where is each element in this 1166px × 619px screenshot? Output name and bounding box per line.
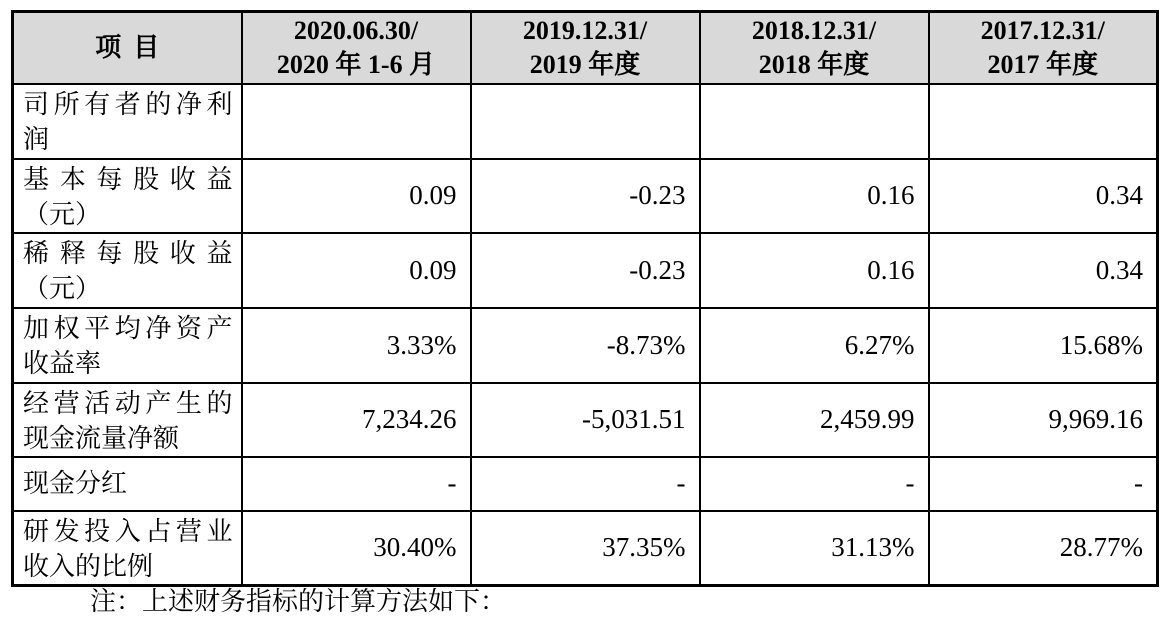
row-label-line1: 司所有者的净利: [23, 89, 233, 119]
row-label-line1: 稀释每股收益: [23, 238, 233, 268]
header-period-line2: 2020 年 1-6 月: [276, 49, 436, 79]
value-cell: 31.13%: [700, 511, 929, 586]
row-label: [13, 511, 242, 586]
header-period-line1: 2017.12.31/: [980, 15, 1105, 45]
header-period-line1: 2019.12.31/: [522, 15, 648, 45]
value-cell: 7,234.26: [242, 383, 471, 457]
value-cell: 37.35%: [471, 511, 700, 586]
table-row-weighted-avg-roe: [13, 308, 1158, 383]
value-cell: -: [471, 457, 700, 511]
row-label-line1: 基本每股收益: [23, 164, 233, 194]
row-label-line1: 加权平均净资产: [23, 313, 233, 343]
header-cell-2017: [929, 12, 1158, 84]
row-label-line1: 现金分红: [23, 469, 128, 498]
row-label: [13, 457, 242, 511]
value-cell: [700, 84, 929, 159]
row-label-line2: 润: [23, 124, 50, 154]
table-row-rd-revenue-ratio: [13, 511, 1158, 586]
row-label: [13, 308, 242, 383]
header-period-line2: 2018 年度: [758, 49, 870, 79]
value-cell: 0.34: [929, 159, 1158, 233]
header-period-line1: 2020.06.30/: [293, 15, 419, 45]
table-header-row: [13, 12, 1158, 84]
value-cell: 15.68%: [929, 308, 1158, 383]
value-cell: [242, 84, 471, 159]
note-partial-clipped: 注：上述财务指标的计算方法如下：: [90, 587, 507, 616]
row-label-line2: 收益率: [23, 348, 102, 378]
value-cell: -5,031.51: [471, 383, 700, 457]
table-row-cash-dividend: [13, 457, 1158, 511]
header-period-line2: 2019 年度: [529, 49, 641, 79]
value-cell: 0.09: [242, 233, 471, 308]
header-item-label: 项目: [95, 32, 172, 62]
header-cell-2018: [700, 12, 929, 84]
value-cell: 3.33%: [242, 308, 471, 383]
table-row-diluted-eps: [13, 233, 1158, 308]
value-cell: 6.27%: [700, 308, 929, 383]
value-cell: -0.23: [471, 233, 700, 308]
header-cell-2019: [471, 12, 700, 84]
value-cell: 0.16: [700, 159, 929, 233]
row-label-line1: 研发投入占营业: [23, 516, 233, 546]
value-cell: 0.09: [242, 159, 471, 233]
row-label: [13, 159, 242, 233]
row-label: [13, 383, 242, 457]
value-cell: -: [700, 457, 929, 511]
row-label: [13, 233, 242, 308]
value-cell: -0.23: [471, 159, 700, 233]
value-cell: 0.16: [700, 233, 929, 308]
value-cell: 2,459.99: [700, 383, 929, 457]
table-row-net-profit-continued: [13, 84, 1158, 159]
row-label-line2: 现金流量净额: [23, 423, 180, 453]
header-cell-2020h1: [242, 12, 471, 84]
row-label-line2: 收入的比例: [23, 551, 154, 581]
value-cell: 30.40%: [242, 511, 471, 586]
header-period-line2: 2017 年度: [987, 49, 1098, 79]
value-cell: 28.77%: [929, 511, 1158, 586]
value-cell: -: [929, 457, 1158, 511]
value-cell: 9,969.16: [929, 383, 1158, 457]
row-label-line2: （元）: [23, 273, 102, 303]
value-cell: [471, 84, 700, 159]
row-label: [13, 84, 242, 159]
row-label-line1: 经营活动产生的: [23, 388, 233, 418]
value-cell: 0.34: [929, 233, 1158, 308]
row-label-line2: （元）: [23, 199, 102, 229]
value-cell: [929, 84, 1158, 159]
table-row-operating-cash-flow: [13, 383, 1158, 457]
value-cell: -8.73%: [471, 308, 700, 383]
header-cell-item: [13, 12, 242, 84]
table-row-basic-eps: [13, 159, 1158, 233]
financial-indicators-table: [11, 10, 1159, 587]
header-period-line1: 2018.12.31/: [751, 15, 877, 45]
value-cell: -: [242, 457, 471, 511]
